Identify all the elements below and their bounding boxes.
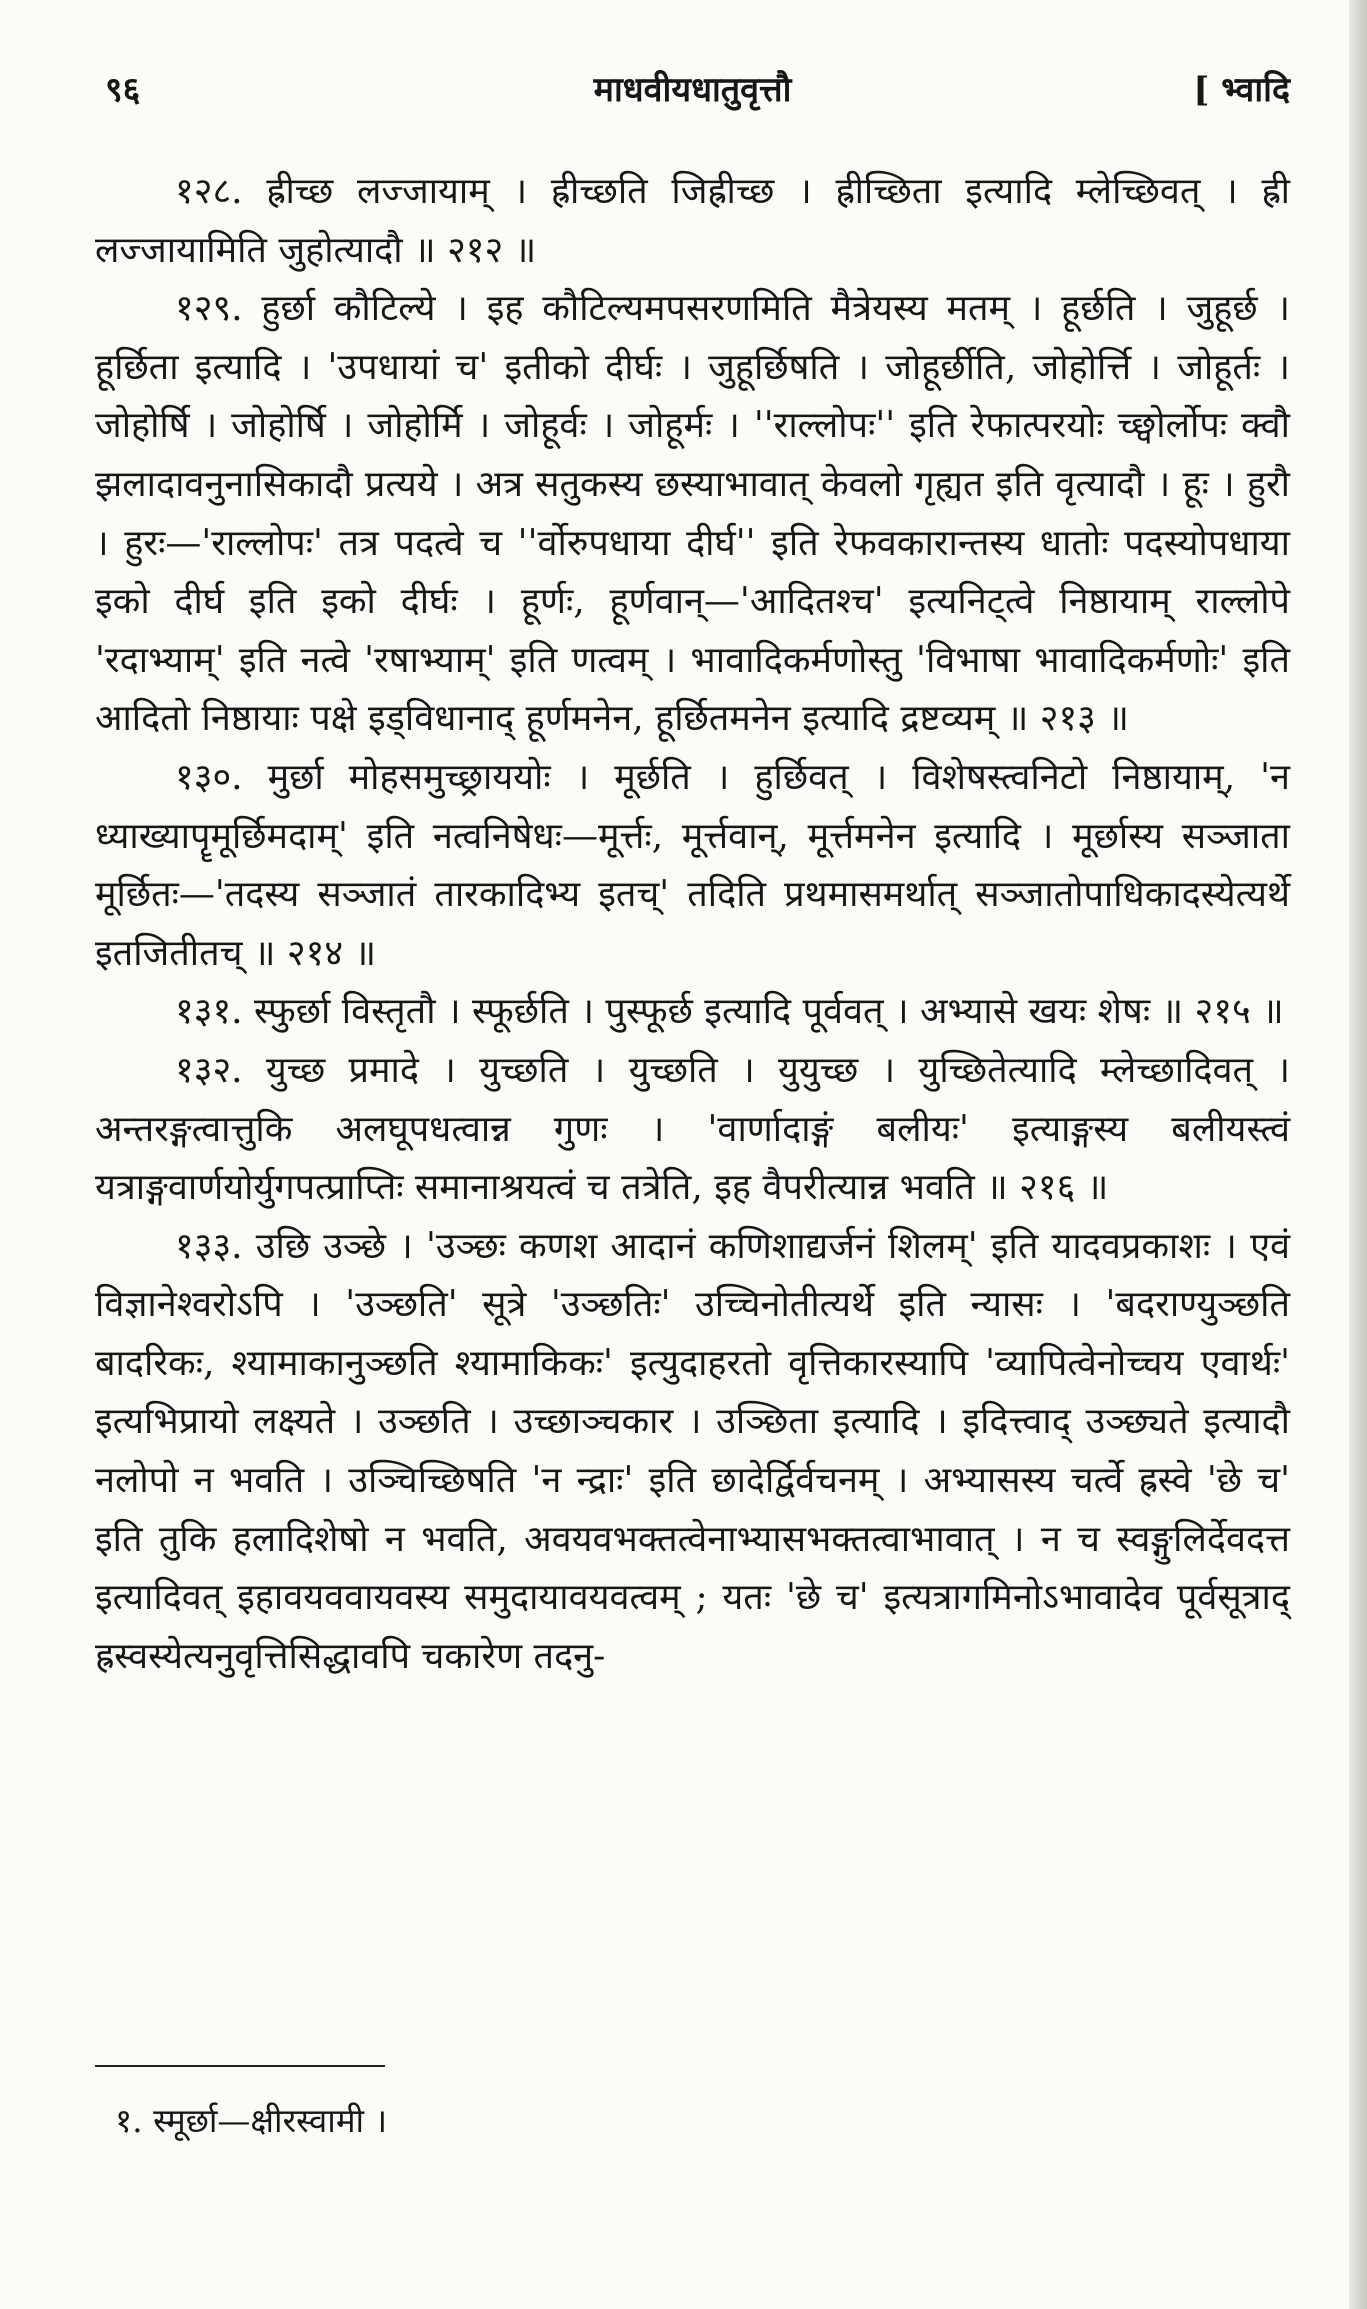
- page-edge-shadow: [1349, 0, 1367, 2309]
- paragraph-133: १३३. उछि उञ्छे । 'उञ्छः कणश आदानं कणिशाद्यर्जनं शिलम्' इति यादवप्रकाशः । एवं विज्ञानेश्वरोऽपि । 'उञ्छति' सूत्रे 'उञ्छतिः' उच्चिनोतीत्यर्थे इति न्यासः । 'बदराण्युञ्छति बादरिकः, श्यामाकानुञ्छति श्यामाकिकः' इत्युदाहरतो वृत्तिकारस्यापि 'व्यापित्वेनोच्चय एवार्थः' इत्यभिप्रायो लक्ष्यते । उञ्छति । उच्छाञ्चकार । उञ्छिता इत्यादि । इदित्त्वाद् उञ्छ्यते इत्यादौ नलोपो न भवति । उञ्चिच्छिषति 'न न्द्राः' इति छादेर्द्विर्वचनम् । अभ्यासस्य चर्त्वे ह्रस्वे 'छे च' इति तुकि हलादिशेषो न भवति, अवयवभक्तत्वेनाभ्यासभक्तत्वाभावात् । न च स्वङ्गुलिर्देवदत्त इत्यादिवत् इहावयववायवस्य समुदायावयवत्वम् ; यतः 'छे च' इत्यत्रागमिनोऽभावादेव पूर्वसूत्राद् ह्रस्वस्येत्यनुवृत्तिसिद्धावपि चकारेण तदनु-: [95, 1225, 1290, 1677]
- footnote-area: [95, 2065, 1290, 2142]
- main-text: [95, 163, 1290, 1686]
- section-marker: [ भ्वादि: [1193, 70, 1290, 110]
- paragraph-132: १३२. युच्छ प्रमादे । युच्छति । युच्छति । युयुच्छ । युच्छितेत्यादि म्लेच्छादिवत् । अन्तरङ्गत्वात्तुकि अलघूपधत्वान्न गुणः । 'वार्णादाङ्गं बलीयः' इत्याङ्गस्य बलीयस्त्वं यत्राङ्गवार्णयोर्युगपत्प्राप्तिः समानाश्रयत्वं च तत्रेति, इह वैपरीत्यान्न भवति ॥ २१६ ॥: [95, 1049, 1290, 1209]
- book-page: [95, 55, 1290, 2255]
- running-title: माधवीयधातुवृत्तौ: [593, 70, 792, 110]
- footnote: १. स्मूर्छा—क्षीरस्वामी ।: [115, 2101, 388, 2140]
- paragraph-128: १२८. ह्रीच्छ लज्जायाम् । ह्रीच्छति जिह्रीच्छ । ह्रीच्छिता इत्यादि म्लेच्छिवत् । ह्री लज्जायामिति जुहोत्यादौ ॥ २१२ ॥: [95, 171, 1290, 271]
- footnote-divider: [95, 2065, 385, 2067]
- page-number: ९६: [105, 70, 141, 110]
- running-header: [95, 55, 1290, 125]
- paragraph-131: १३१. स्फुर्छा विस्तृतौ । स्फूर्छति । पुस्फूर्छ इत्यादि पूर्ववत् । अभ्यासे खयः शेषः ॥ २१५ ॥: [175, 991, 1284, 1033]
- paragraph-129: १२९. हुर्छा कौटिल्ये । इह कौटिल्यमपसरणमिति मैत्रेयस्य मतम् । हूर्छति । जुहूर्छ । हूर्छिता इत्यादि । 'उपधायां च' इतीको दीर्घः । जुहूर्छिषति । जोहूर्छीति, जोहोर्त्ति । जोहूर्तः । जोहोर्षि । जोहोर्षि । जोहोर्मि । जोहूर्वः । जोहूर्मः । ''राल्लोपः'' इति रेफात्परयोः च्छ्वोर्लोपः क्वौ झलादावनुनासिकादौ प्रत्यये । अत्र सतुकस्य छस्याभावात् केवलो गृह्यत इति वृत्यादौ । हूः । हुरौ । हुरः—'राल्लोपः' तत्र पदत्वे च ''र्वोरुपधाया दीर्घ'' इति रेफवकारान्तस्य धातोः पदस्योपधाया इको दीर्घ इति इको दीर्घः । हूर्णः, हूर्णवान्—'आदितश्च' इत्यनिट्त्वे निष्ठायाम् राल्लोपे 'रदाभ्याम्' इति नत्वे 'रषाभ्याम्' इति णत्वम् । भावादिकर्मणोस्तु 'विभाषा भावादिकर्मणोः' इति आदितो निष्ठायाः पक्षे इड्विधानाद् हूर्णमनेन, हूर्छितमनेन इत्यादि द्रष्टव्यम् ॥ २१३ ॥: [95, 288, 1290, 740]
- paragraph-130: १३०. मुर्छा मोहसमुच्छ्राययोः । मूर्छति । हुर्छिवत् । विशेषस्त्वनिटो निष्ठायाम्, 'न ध्याख्यापॄमूर्छिमदाम्' इति नत्वनिषेधः—मूर्त्तः, मूर्त्तवान्, मूर्त्तमनेन इत्यादि । मूर्छास्य सञ्जाता मूर्छितः—'तदस्य सञ्जातं तारकादिभ्य इतच्' तदिति प्रथमासमर्थात् सञ्जातोपाधिकादस्येत्यर्थे इतजितीतच् ॥ २१४ ॥: [95, 756, 1290, 974]
